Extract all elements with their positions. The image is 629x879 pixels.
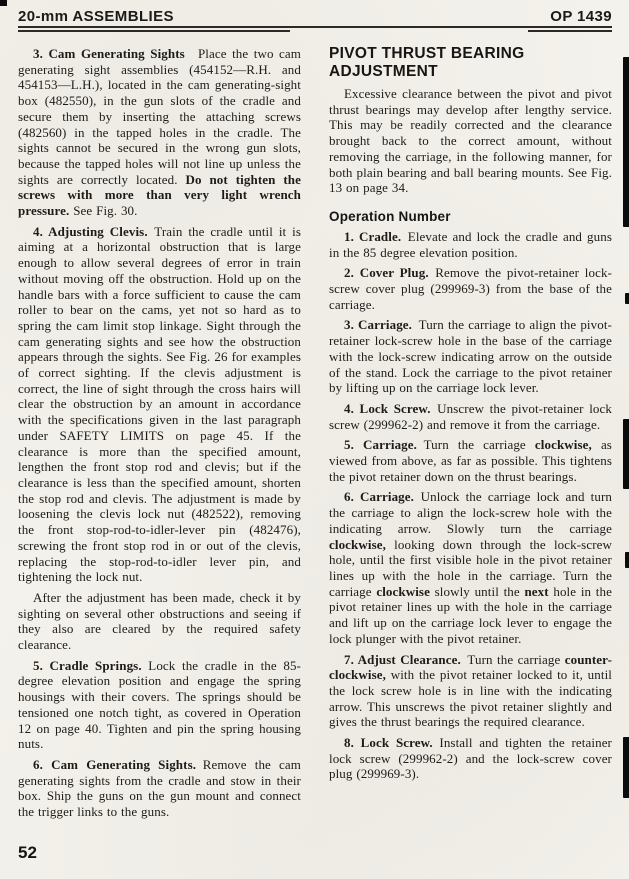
operation-step-8-lock-screw xyxy=(329,735,612,782)
bold-text-run: 5. Carriage. xyxy=(344,437,424,453)
text-run: Turn the carriage xyxy=(467,651,565,667)
bold-text-run: 2. Cover Plug. xyxy=(344,265,436,281)
text-run: looking down through the lock-screw hole, until the first visible hole in the pivot retainer lines up with the hole in the carriage. Turn the carriage xyxy=(329,536,612,599)
bold-text-run: counter-clockwise, xyxy=(329,651,612,683)
bold-text-run: 6. Carriage. xyxy=(344,489,421,505)
operation-number-heading: Operation Number xyxy=(329,208,451,224)
scan-artifact-top-left xyxy=(0,0,7,6)
text-run: hole in the pivot retainer lines up with the hole in the carriage and lift up on the carriage lock lever to engage the lock plunger with the pivot retainer. xyxy=(329,583,612,646)
text-run: Turn the carriage to align the pivot-retainer lock-screw hole in the base of the carriage with the lock-screw indicating arrow on the outside of the stand. Lock the carriage to the pivot retainer by lifting up on the carriage lock lever. xyxy=(329,317,612,396)
scan-artifact-right-3 xyxy=(623,419,629,489)
bold-text-run: next xyxy=(524,583,549,599)
paragraph-cam-generating-sights-install xyxy=(18,46,301,219)
text-run: Train the cradle until it is aiming at a horizontal obstruction that is large enough to allow several degrees of error in train without moving off the obstruction. Hold up on the handle bars with a force sufficient to cause the cam roller to bear on the cams, yet not so hard as to spring the cam limit stop linkage. Sight through the cam generating sights and see how the obstruction appears through the sights. See Fig. 26 for examples of correct sighting. If the clevis adjustment is correct, the line of sight through the cross hairs will clear the obstruction by an amount in accordance with the specifications given in the last paragraph under SAFETY LIMITS on page 45. If the clearance is more than the specified amount, lengthen the front stop rod and clevis; but if the clearance is less than the specified amount, shorten the stop rod and clevis. The adjustment is made by loosening the clevis lock nut (482522), removing the front stop-rod-to-idler-lever pin (482476), screwing the front stop rod in or out of the clevis, replacing the stop-rod-to-idler lever pin, and tightening the lock nut. xyxy=(18,223,302,585)
bold-text-run: 3. Cam Generating Sights xyxy=(33,46,198,61)
paragraph-cradle-springs xyxy=(18,658,301,752)
text-run: Install and tighten the retainer lock screw (299962-2) and the lock-screw cover plug (299969-3). xyxy=(329,735,612,782)
bold-text-run: Do not tighten the screws with more than very light wrench pressure. xyxy=(18,171,302,219)
operation-step-6-carriage xyxy=(329,489,612,646)
text-run: Unlock the carriage lock and turn the carriage to align the lock-screw hole with the indicating arrow. Slowly turn the carriage xyxy=(329,489,612,536)
scan-artifact-right-2 xyxy=(625,293,629,304)
two-column-body xyxy=(18,38,612,820)
operation-step-1-cradle xyxy=(329,229,612,260)
bold-text-run: 6. Cam Generating Sights. xyxy=(33,756,203,772)
scan-artifact-right-5 xyxy=(623,737,629,798)
bold-text-run: 4. Lock Screw. xyxy=(344,400,438,416)
text-run: Lock the cradle in the 85-degree elevation position and engage the spring housings with their covers. The springs should be tensioned one notch tight, as covered in Operation 12 on page 40. Tighten and pin the spring housing nuts. xyxy=(18,657,301,752)
text-run: Place the two cam generating sight assemblies (454152—R.H. and 454153—L.H.), located in the cam generating-sight box (482550), in the gun slots of the cradle and secure them by inserting the attaching screws (482560) in the tapped holes in the cradle. The sights cannot be secured in the wrong gun slots, because the tapped holes will not line up unless the sights are correctly located. xyxy=(18,46,302,187)
header-rule-right-segment xyxy=(528,30,612,32)
operation-step-3-carriage xyxy=(329,317,612,396)
header-rule-left-segment xyxy=(18,30,290,32)
operation-step-2-cover-plug xyxy=(329,265,612,312)
bold-text-run: clockwise, xyxy=(329,536,386,552)
bold-text-run: clockwise, xyxy=(534,437,592,453)
text-run: Excessive clearance between the pivot and pivot thrust bearings may develop after lengthy service. This may be readily corrected and the clearance brought back to the correct amount, without removing the carriage, in the following manner, for both plain bearing and ball bearing mounts. See Fig. 13 on page 34. xyxy=(329,86,612,196)
operation-step-7-adjust-clearance xyxy=(329,652,612,731)
text-run: slowly until the xyxy=(429,583,525,599)
header-left-title: 20-mm ASSEMBLIES xyxy=(18,8,174,25)
text-run: as viewed from above, as far as possible. This tightens the pivot retainer down on the thrust bearings. xyxy=(329,437,612,484)
bold-text-run: clockwise xyxy=(376,583,430,599)
page-number: 52 xyxy=(18,843,37,862)
operation-step-5-carriage xyxy=(329,437,612,484)
left-column xyxy=(18,38,301,820)
bold-text-run: 7. Adjust Clearance. xyxy=(344,651,468,667)
text-run: Elevate and lock the cradle and guns in the 85 degree elevation position. xyxy=(329,228,612,260)
paragraph-after-adjustment xyxy=(18,590,301,653)
text-run: Remove the pivot-retainer lock-screw cover plug (299969-3) from the base of the carriage. xyxy=(329,265,612,312)
page-header xyxy=(18,8,612,25)
bold-text-run: 5. Cradle Springs. xyxy=(33,657,149,673)
text-run: See Fig. 30. xyxy=(69,203,138,219)
paragraph-pivot-intro xyxy=(329,86,612,196)
text-run: Turn the carriage xyxy=(423,437,535,453)
text-run: Unscrew the pivot-retainer lock screw (299962-2) and remove it from the carriage. xyxy=(329,400,612,432)
paragraph-adjusting-clevis xyxy=(18,224,301,585)
text-run: Remove the cam generating sights from the cradle and stow in their box. Ship the guns on the gun mount and connect the trigger links to the guns. xyxy=(18,756,301,820)
right-column xyxy=(329,38,612,820)
bold-text-run: 8. Lock Screw. xyxy=(344,735,440,751)
text-run: with the pivot retainer locked to it, until the lock screw hole is in line with the indicating arrow. This unscrews the pivot retainer slightly and gives the thrust bearings the required clearance. xyxy=(329,667,612,730)
bold-text-run: 1. Cradle. xyxy=(344,228,408,244)
operation-step-4-lock-screw xyxy=(329,401,612,432)
scan-artifact-right-1 xyxy=(623,57,629,227)
header-rule xyxy=(18,26,612,28)
bold-text-run: 3. Carriage. xyxy=(344,317,419,333)
header-right-doc-number: OP 1439 xyxy=(550,8,612,25)
paragraph-cam-generating-sights-remove xyxy=(18,757,301,820)
text-run: After the adjustment has been made, check it by sighting on several other obstructions and seeing if they also are cleared by the required safety clearance. xyxy=(18,589,301,653)
scan-artifact-right-4 xyxy=(625,552,629,568)
bold-text-run: 4. Adjusting Clevis. xyxy=(33,223,155,239)
section-title-pivot-thrust-bearing: PIVOT THRUST BEARING ADJUSTMENT xyxy=(329,45,525,80)
